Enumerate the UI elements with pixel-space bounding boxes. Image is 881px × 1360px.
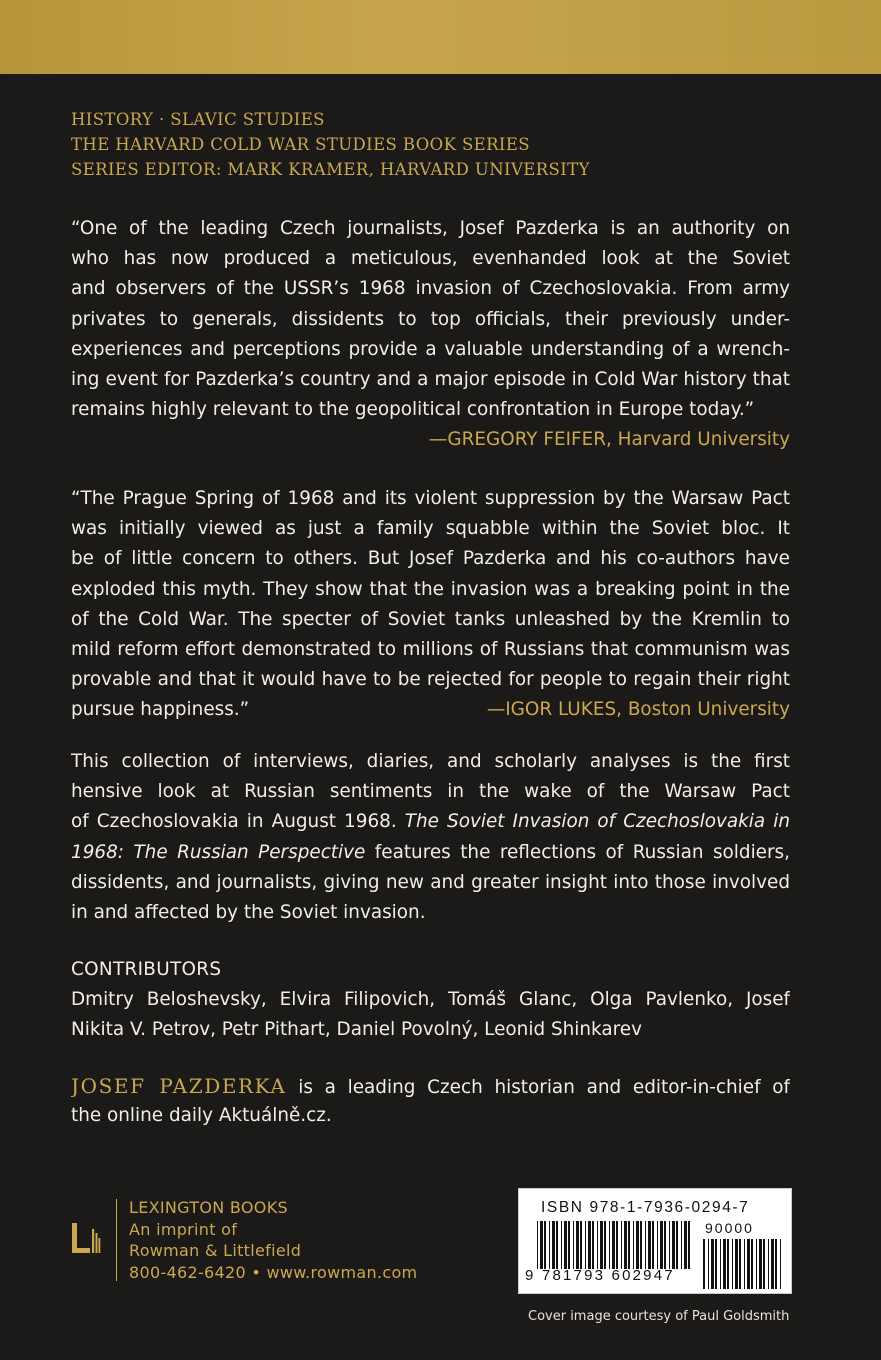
publisher-divider: [116, 1199, 117, 1281]
quote-line: provable and that it would have to be rejected for people to regain their right: [71, 669, 790, 691]
author-bio-line: JOSEF PAZDERKA is a leading Czech historian and editor-in-chief of: [71, 1074, 790, 1098]
isbn-number: ISBN 978-1-7936-0294-7: [541, 1199, 750, 1216]
contributors-line: Nikita V. Petrov, Petr Pithart, Daniel Povolný, Leonid Shinkarev: [71, 1019, 643, 1041]
cover-image-credit: Cover image courtesy of Paul Goldsmith: [528, 1309, 790, 1324]
description-line: This collection of interviews, diaries, and scholarly analyses is the first: [71, 751, 790, 772]
publisher-contact: 800-462-6420 • www.rowman.com: [129, 1262, 418, 1282]
book-subtitle: 1968: The Russian Perspective: [71, 841, 366, 863]
description-line: dissidents, and journalists, giving new and greater insight into those involved: [71, 871, 790, 893]
series-editor: SERIES EDITOR: MARK KRAMER, HARVARD UNIVERSITY: [71, 160, 590, 179]
author-bio-line: the online daily Aktuálně.cz.: [71, 1105, 332, 1127]
publisher-imprint: [70, 1197, 450, 1283]
quote-attribution: —IGOR LUKES, Boston University: [486, 699, 790, 721]
quote-last-line: [71, 695, 790, 725]
quote-line: and observers of the USSR’s 1968 invasion of Czechoslovakia. From army: [71, 278, 790, 300]
barcode-digits: 9 781793 602947: [525, 1267, 675, 1284]
book-description: [71, 747, 790, 928]
quote-feifer: [71, 214, 790, 456]
contributors: [71, 955, 790, 1046]
book-title: The Soviet Invasion of Czechoslovakia in: [404, 811, 790, 833]
quote-line: remains highly relevant to the geopolitical confrontation in Europe today.”: [71, 399, 755, 421]
quote-line: “One of the leading Czech journalists, Josef Pazderka is an authority on: [71, 218, 790, 239]
author-bio: [71, 1071, 790, 1131]
book-series-name: THE HARVARD COLD WAR STUDIES BOOK SERIES: [71, 135, 530, 154]
series-header: [71, 107, 590, 182]
quote-line: was initially viewed as just a family squabble within the Soviet bloc. It: [71, 518, 790, 540]
quote-line: who has now produced a meticulous, evenhanded look at the Soviet: [71, 248, 790, 270]
contributors-heading: CONTRIBUTORS: [71, 959, 222, 980]
publisher-text: [129, 1197, 417, 1283]
description-line: in and affected by the Soviet invasion.: [71, 901, 426, 923]
subject-categories: HISTORY · SLAVIC STUDIES: [71, 110, 325, 129]
quote-lukes: [71, 484, 790, 726]
barcode-addon-number: 90000: [705, 1220, 754, 1236]
isbn-barcode: [518, 1188, 792, 1294]
top-gold-band: [0, 0, 881, 74]
description-line: 1968: The Russian Perspective features the reflections of Russian soldiers,: [71, 841, 790, 863]
quote-line: mild reform effort demonstrated to millions of Russians that communism was: [71, 638, 790, 660]
lexington-logo-icon: [70, 1221, 102, 1261]
description-line: hensive look at Russian sentiments in the wake of the Warsaw Pact: [71, 781, 790, 803]
description-line: of Czechoslovakia in August 1968. The Soviet Invasion of Czechoslovakia in: [71, 811, 790, 833]
quote-line: ing event for Pazderka’s country and a major episode in Cold War history that: [71, 368, 790, 390]
quote-line: of the Cold War. The specter of Soviet tanks unleashed by the Kremlin to: [71, 608, 790, 630]
publisher-name: LEXINGTON BOOKS: [129, 1198, 288, 1217]
publisher-imprint-line: An imprint of: [129, 1219, 238, 1239]
quote-line: exploded this myth. They show that the invasion was a breaking point in the: [71, 578, 790, 600]
author-name: JOSEF PAZDERKA: [71, 1074, 287, 1098]
quote-line: pursue happiness.”: [71, 699, 250, 721]
contributors-line: Dmitry Beloshevsky, Elvira Filipovich, Tomáš Glanc, Olga Pavlenko, Josef: [71, 989, 790, 1011]
quote-line: “The Prague Spring of 1968 and its violent suppression by the Warsaw Pact: [71, 488, 790, 509]
quote-attribution: —GREGORY FEIFER, Harvard University: [428, 429, 790, 451]
publisher-parent: Rowman & Littlefield: [129, 1241, 302, 1260]
quote-line: privates to generals, dissidents to top officials, their previously under-: [71, 308, 790, 330]
quote-line: be of little concern to others. But Josef Pazderka and his co-authors have: [71, 548, 790, 570]
quote-line: experiences and perceptions provide a valuable understanding of a wrench-: [71, 338, 790, 360]
